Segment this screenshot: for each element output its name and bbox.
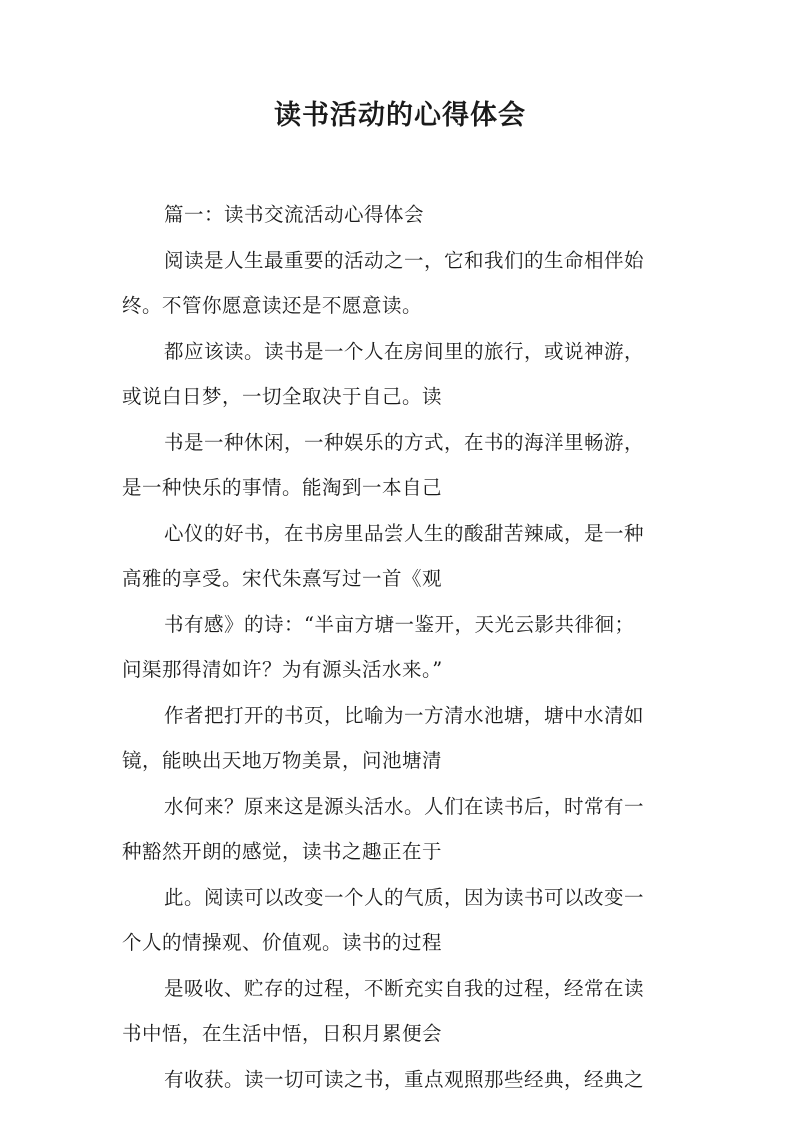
paragraph xyxy=(122,875,682,966)
paragraph-line: 是一种快乐的事情。能淘到一本自己 xyxy=(122,476,443,499)
paragraph xyxy=(122,192,682,238)
paragraph-line: 终。不管你愿意读还是不愿意读。 xyxy=(122,294,423,317)
paragraph xyxy=(122,238,682,329)
paragraph xyxy=(122,1057,682,1103)
document-body xyxy=(122,192,682,1102)
paragraph-line: 有收获。读一切可读之书，重点观照那些经典，经典之 xyxy=(164,1067,645,1091)
paragraph-line: 是吸收、贮存的过程，不断充实自我的过程，经常在读 xyxy=(164,976,645,1000)
paragraph-line: 个人的情操观、价值观。读书的过程 xyxy=(122,931,443,954)
paragraph-line: 问渠那得清如许？为有源头活水来。” xyxy=(122,658,443,681)
paragraph xyxy=(122,511,682,602)
paragraph xyxy=(122,784,682,875)
paragraph-line: 心仪的好书，在书房里品尝人生的酸甜苦辣咸，是一种 xyxy=(164,521,645,545)
paragraph-line: 种豁然开朗的感觉，读书之趣正在于 xyxy=(122,840,443,863)
paragraph-line: 篇一：读书交流活动心得体会 xyxy=(164,203,425,226)
paragraph-line: 作者把打开的书页，比喻为一方清水池塘，塘中水清如 xyxy=(164,703,645,727)
paragraph xyxy=(122,329,682,420)
paragraph xyxy=(122,693,682,784)
paragraph xyxy=(122,602,682,693)
paragraph-line: 高雅的享受。宋代朱熹写过一首《观 xyxy=(122,567,443,590)
paragraph-line: 或说白日梦，一切全取决于自己。读 xyxy=(122,385,443,408)
paragraph-line: 水何来？原来这是源头活水。人们在读书后，时常有一 xyxy=(164,794,645,818)
paragraph-line: 书中悟，在生活中悟，日积月累便会 xyxy=(122,1022,443,1045)
paragraph-line: 阅读是人生最重要的活动之一，它和我们的生命相伴始 xyxy=(164,248,645,272)
paragraph-line: 书有感》的诗：“半亩方塘一鉴开，天光云影共徘徊； xyxy=(164,612,635,636)
paragraph-line: 此。阅读可以改变一个人的气质，因为读书可以改变一 xyxy=(164,885,645,909)
paragraph-line: 镜，能映出天地万物美景，问池塘清 xyxy=(122,749,443,772)
paragraph xyxy=(122,420,682,511)
page-title: 读书活动的心得体会 xyxy=(274,100,526,131)
paragraph-line: 都应该读。读书是一个人在房间里的旅行，或说神游， xyxy=(164,339,645,363)
paragraph-line: 书是一种休闲，一种娱乐的方式，在书的海洋里畅游， xyxy=(164,430,645,454)
paragraph xyxy=(122,966,682,1057)
